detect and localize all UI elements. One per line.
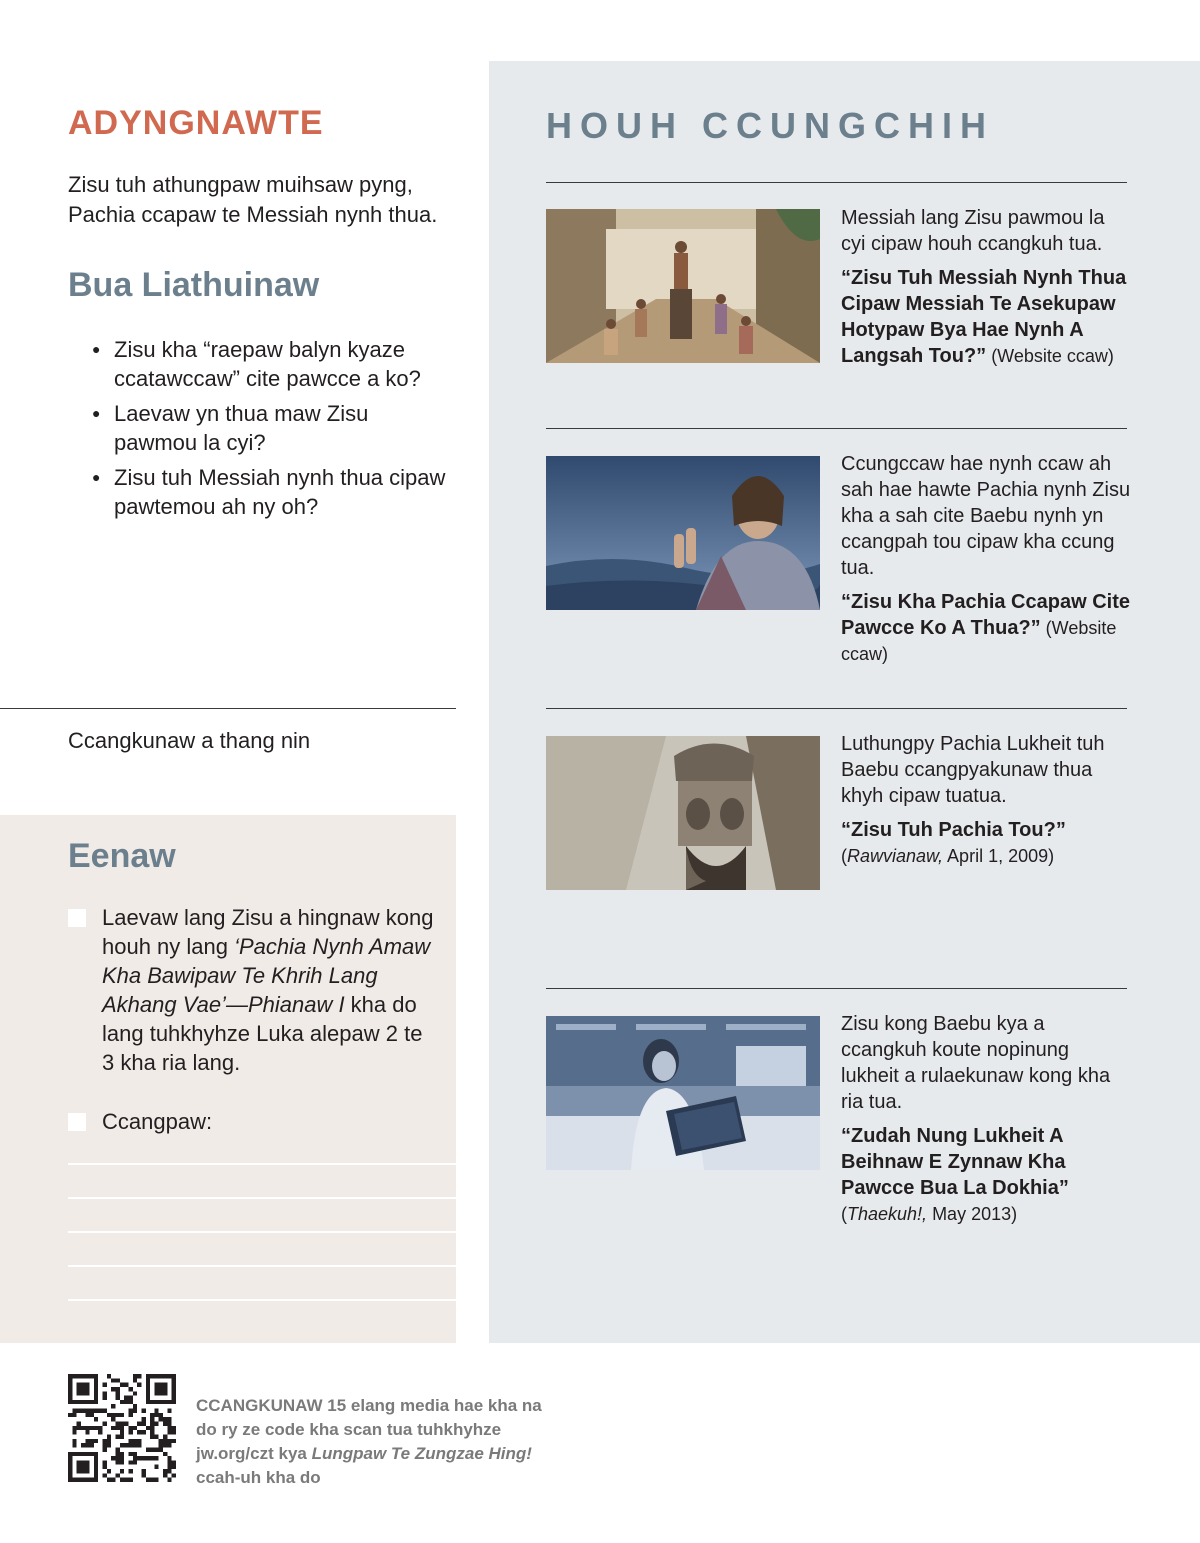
qr-module	[111, 1378, 115, 1382]
qr-module	[167, 1409, 171, 1413]
qr-module	[141, 1456, 145, 1460]
qr-module	[116, 1447, 120, 1451]
review-question: ● Zisu kha “raepaw balyn kyaze ccatawccaw” cite pawcce a ko?	[92, 335, 452, 393]
qr-module	[163, 1469, 167, 1473]
qr-module	[150, 1434, 154, 1438]
qr-module	[77, 1422, 81, 1426]
qr-module	[103, 1465, 107, 1469]
qr-module	[85, 1409, 89, 1413]
qr-module	[90, 1413, 94, 1417]
qr-module	[133, 1456, 137, 1460]
qr-module	[116, 1456, 120, 1460]
qr-module	[116, 1426, 120, 1430]
qr-module	[77, 1426, 81, 1430]
try-title: Eenaw	[68, 837, 176, 875]
qr-module	[146, 1456, 150, 1460]
qr-module	[116, 1387, 120, 1391]
qr-module	[128, 1413, 132, 1417]
summary-title: ADYNGNAWTE	[68, 104, 324, 142]
divider	[546, 182, 1127, 183]
qr-module	[154, 1422, 158, 1426]
qr-module	[141, 1417, 145, 1421]
qr-module	[141, 1430, 145, 1434]
qr-module	[167, 1417, 171, 1421]
qr-module	[146, 1447, 150, 1451]
qr-module	[146, 1426, 150, 1430]
woman-reading-photo[interactable]	[546, 1016, 820, 1170]
qr-module	[141, 1469, 145, 1473]
qr-module	[172, 1465, 176, 1469]
qr-module	[167, 1465, 171, 1469]
qr-module	[154, 1465, 158, 1469]
qr-module	[94, 1417, 98, 1421]
qr-module	[150, 1478, 154, 1482]
explore-item-2	[841, 451, 1131, 675]
qr-module	[128, 1396, 132, 1400]
qr-module	[128, 1478, 132, 1482]
try-item-1	[68, 903, 440, 1077]
qr-module	[172, 1473, 176, 1477]
qr-module	[116, 1422, 120, 1426]
qr-module	[167, 1469, 171, 1473]
qr-module	[133, 1439, 137, 1443]
qr-module	[128, 1439, 132, 1443]
qr-module	[107, 1443, 111, 1447]
qr-module	[167, 1443, 171, 1447]
qr-module	[98, 1426, 102, 1430]
qr-module	[167, 1439, 171, 1443]
qr-module	[150, 1426, 154, 1430]
qr-module	[90, 1409, 94, 1413]
qr-module	[120, 1426, 124, 1430]
qr-module	[107, 1374, 111, 1378]
qr-module	[163, 1452, 167, 1456]
qr-module	[120, 1460, 124, 1464]
qr-module	[120, 1430, 124, 1434]
qr-module	[111, 1478, 115, 1482]
qr-module	[103, 1460, 107, 1464]
qr-module	[72, 1443, 76, 1447]
qr-module	[133, 1452, 137, 1456]
qr-module	[133, 1391, 137, 1395]
qr-module	[111, 1413, 115, 1417]
qr-module	[137, 1439, 141, 1443]
qr-module	[159, 1443, 163, 1447]
review-question: ● Zisu tuh Messiah nynh thua cipaw pawtemou ah ny oh?	[92, 463, 452, 521]
qr-module	[103, 1396, 107, 1400]
explore-item-3	[841, 731, 1131, 877]
goal-text: Ccangkunaw a thang nin	[68, 728, 311, 753]
item-source: (Website ccaw)	[841, 618, 1117, 664]
divider	[546, 428, 1127, 429]
qr-module	[137, 1374, 141, 1378]
checkbox[interactable]	[68, 909, 86, 927]
qr-module	[111, 1417, 115, 1421]
explore-item-1	[841, 205, 1131, 377]
try-panel	[0, 815, 456, 1343]
qr-module	[103, 1443, 107, 1447]
qr-module	[72, 1409, 76, 1413]
qr-module	[116, 1434, 120, 1438]
qr-module	[167, 1426, 171, 1430]
qr-module	[133, 1409, 137, 1413]
qr-module	[141, 1409, 145, 1413]
write-line[interactable]	[68, 1163, 456, 1165]
checkbox[interactable]	[68, 1113, 86, 1131]
qr-module	[154, 1447, 158, 1451]
qr-module	[85, 1426, 89, 1430]
qr-module	[167, 1478, 171, 1482]
qr-module	[85, 1439, 89, 1443]
qr-module	[167, 1430, 171, 1434]
qr-code[interactable]	[68, 1374, 176, 1482]
qr-module	[172, 1460, 176, 1464]
qr-module	[159, 1417, 163, 1421]
qr-module	[68, 1413, 72, 1417]
qr-module	[163, 1443, 167, 1447]
explore-title: HOUH CCUNGCHIH	[546, 105, 994, 146]
qr-module	[85, 1443, 89, 1447]
qr-module	[120, 1452, 124, 1456]
qr-module	[107, 1439, 111, 1443]
qr-module	[128, 1443, 132, 1447]
review-questions-list	[92, 335, 452, 527]
qr-module	[107, 1469, 111, 1473]
qr-module	[72, 1426, 76, 1430]
try-item-text: Laevaw lang Zisu a hingnaw kong houh ny lang ‘Pachia Nynh Amaw Kha Bawipaw Te Khrih Lang Akhang Vae’—Phianaw I kha do lang tuhkhyhze Luka alepaw 2 te 3 kha ria lang.	[102, 905, 434, 1075]
qr-module	[107, 1413, 111, 1417]
qr-module	[72, 1413, 76, 1417]
qr-module	[124, 1478, 128, 1482]
qr-module	[85, 1413, 89, 1417]
qr-module	[111, 1404, 115, 1408]
qr-module	[124, 1400, 128, 1404]
qr-module	[120, 1443, 124, 1447]
qr-module	[94, 1426, 98, 1430]
qr-module	[98, 1430, 102, 1434]
qr-module	[137, 1430, 141, 1434]
item-link-title[interactable]: “Zisu Tuh Pachia Tou?”	[841, 819, 1066, 841]
qr-module	[150, 1430, 154, 1434]
qr-module	[94, 1439, 98, 1443]
qr-module	[116, 1413, 120, 1417]
qr-module	[103, 1391, 107, 1395]
qr-module	[116, 1473, 120, 1477]
qr-module	[85, 1430, 89, 1434]
qr-module	[128, 1452, 132, 1456]
qr-module	[111, 1387, 115, 1391]
qr-module	[141, 1473, 145, 1477]
item-description: Ccungccaw hae nynh ccaw ah sah hae hawte Pachia nynh Zisu kha a sah cite Baebu nynh yn ccangpah tou cipaw kha ccung tua.	[841, 453, 1131, 579]
qr-module	[124, 1396, 128, 1400]
qr-module	[167, 1460, 171, 1464]
qr-module	[150, 1456, 154, 1460]
qr-module	[133, 1443, 137, 1447]
item-description: Luthungpy Pachia Lukheit tuh Baebu ccangpyakunaw thua khyh cipaw tuatua.	[841, 733, 1105, 807]
three-faced-statue-photo[interactable]	[546, 736, 820, 890]
qr-module	[90, 1443, 94, 1447]
explore-item-4	[841, 1011, 1131, 1235]
divider	[0, 708, 456, 709]
qr-module	[77, 1409, 81, 1413]
qr-module	[103, 1473, 107, 1477]
item-description: Zisu kong Baebu kya a ccangkuh koute nopinung lukheit a rulaekunaw kong kha ria tua.	[841, 1013, 1111, 1113]
qr-module	[172, 1430, 176, 1434]
qr-module	[133, 1378, 137, 1382]
qr-module	[128, 1426, 132, 1430]
qr-module	[72, 1430, 76, 1434]
qr-module	[103, 1383, 107, 1387]
qr-module	[128, 1400, 132, 1404]
qr-module	[128, 1460, 132, 1464]
qr-module	[154, 1413, 158, 1417]
qr-module	[154, 1434, 158, 1438]
qr-module	[120, 1456, 124, 1460]
footer-text: CCANGKUNAW 15 elang media hae kha na do ry ze code kha scan tua tuhkhyhze jw.org/czt kya Lungpaw Te Zungzae Hing! ccah-uh kha do	[196, 1396, 542, 1487]
write-line[interactable]	[68, 1231, 456, 1233]
qr-module	[150, 1413, 154, 1417]
qr-module	[150, 1417, 154, 1421]
qr-module	[107, 1434, 111, 1438]
try-item-text: Ccangpaw:	[102, 1109, 213, 1134]
qr-module	[94, 1409, 98, 1413]
qr-module	[124, 1422, 128, 1426]
item-source: (Thaekuh!, May 2013)	[841, 1204, 1018, 1224]
qr-module	[133, 1374, 137, 1378]
write-line[interactable]	[68, 1265, 456, 1267]
qr-module	[81, 1409, 85, 1413]
qr-module	[167, 1422, 171, 1426]
qr-module	[163, 1473, 167, 1477]
qr-module	[103, 1422, 107, 1426]
qr-module	[120, 1469, 124, 1473]
qr-module	[120, 1383, 124, 1387]
qr-module	[128, 1409, 132, 1413]
qr-module	[124, 1383, 128, 1387]
jesus-praying-illustration[interactable]	[546, 456, 820, 610]
review-question: ● Laevaw yn thua maw Zisu pawmou la cyi?	[92, 399, 452, 457]
qr-module	[163, 1422, 167, 1426]
review-title: Bua Liathuinaw	[68, 266, 320, 304]
qr-module	[137, 1443, 141, 1447]
write-line[interactable]	[68, 1299, 456, 1301]
item-description: Messiah lang Zisu pawmou la cyi cipaw houh ccangkuh tua.	[841, 207, 1105, 255]
qr-module	[116, 1391, 120, 1395]
qr-module	[107, 1478, 111, 1482]
qr-module	[154, 1409, 158, 1413]
qr-module	[154, 1456, 158, 1460]
qr-module	[72, 1439, 76, 1443]
qr-module	[159, 1413, 163, 1417]
qr-module	[133, 1426, 137, 1430]
triumphal-entry-illustration[interactable]	[546, 209, 820, 363]
qr-module	[133, 1404, 137, 1408]
qr-module	[90, 1426, 94, 1430]
qr-module	[103, 1447, 107, 1451]
divider	[546, 988, 1127, 989]
qr-module	[163, 1417, 167, 1421]
qr-module	[120, 1478, 124, 1482]
qr-module	[137, 1456, 141, 1460]
write-line[interactable]	[68, 1197, 456, 1199]
qr-module	[128, 1387, 132, 1391]
qr-module	[103, 1439, 107, 1443]
qr-module	[81, 1426, 85, 1430]
qr-module	[116, 1452, 120, 1456]
qr-module	[128, 1430, 132, 1434]
qr-module	[98, 1409, 102, 1413]
qr-module	[146, 1478, 150, 1482]
qr-module	[116, 1378, 120, 1382]
qr-module	[103, 1409, 107, 1413]
qr-module	[159, 1447, 163, 1451]
qr-module	[90, 1439, 94, 1443]
divider	[546, 708, 1127, 709]
item-source: (Website ccaw)	[986, 346, 1114, 366]
qr-module	[128, 1469, 132, 1473]
item-link-title[interactable]: “Zisu Kha Pachia Ccapaw Cite Pawcce Ko A Thua?”	[841, 591, 1130, 639]
qr-module	[154, 1478, 158, 1482]
item-source: (Rawvianaw, April 1, 2009)	[841, 846, 1055, 866]
try-item-2	[68, 1107, 440, 1136]
qr-module	[167, 1456, 171, 1460]
qr-module	[141, 1422, 145, 1426]
qr-module	[111, 1456, 115, 1460]
qr-module	[172, 1426, 176, 1430]
qr-module	[163, 1434, 167, 1438]
qr-module	[111, 1426, 115, 1430]
qr-module	[120, 1400, 124, 1404]
qr-module	[150, 1447, 154, 1451]
qr-module	[81, 1443, 85, 1447]
item-link-title[interactable]: “Zisu Tuh Messiah Nynh Thua Cipaw Messiah Te Asekupaw Hotypaw Bya Hae Nynh A Langsah Tou?”	[841, 267, 1127, 367]
qr-module	[137, 1422, 141, 1426]
qr-module	[120, 1413, 124, 1417]
qr-module	[159, 1439, 163, 1443]
qr-module	[163, 1439, 167, 1443]
item-link-title[interactable]: “Zudah Nung Lukheit A Beihnaw E Zynnaw Kha Pawcce Bua La Dokhia”	[841, 1125, 1069, 1199]
qr-module	[116, 1396, 120, 1400]
qr-module	[150, 1422, 154, 1426]
summary-text: Zisu tuh athungpaw muihsaw pyng, Pachia ccapaw te Messiah nynh thua.	[68, 172, 438, 227]
qr-module	[116, 1460, 120, 1464]
qr-module	[133, 1460, 137, 1464]
qr-module	[120, 1422, 124, 1426]
qr-module	[120, 1434, 124, 1438]
qr-module	[172, 1439, 176, 1443]
qr-module	[124, 1443, 128, 1447]
qr-module	[137, 1383, 141, 1387]
